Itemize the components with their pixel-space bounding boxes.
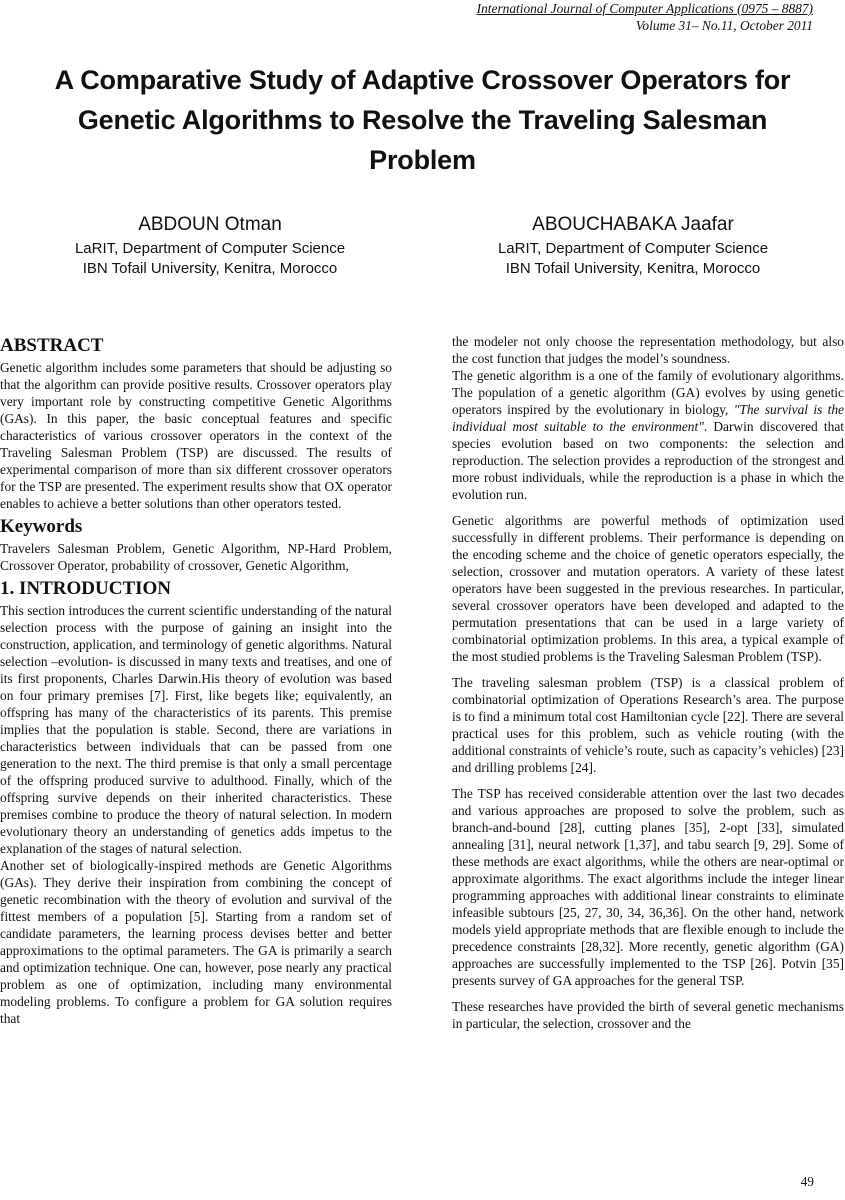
darwin-quote: "The survival is the individual most suitable to the environment" [452, 402, 845, 434]
intro-paragraph-2-continued: the modeler not only choose the representation methodology, but also the cost function that judges the model’s soundness. [452, 334, 844, 366]
author-institution: IBN Tofail University, Kenitra, Morocco [505, 259, 761, 277]
intro-paragraph-1: This section introduces the current scientific understanding of the natural selection process with the purpose of gaining an insight into the construction, application, and terminology of genetic algorithms. Natural selection –evolution- is discussed in many texts and treatises, and one of its first proponents, Charles Darwin.His theory of evolution was based on four primary premises [7]. First, like begets like; equivalently, an offspring has many of the characteristics of its parents. This premise implies that the population is stable. Second, there are variations in characteristics between individuals that can be passed from one generation to the next. The third premise is that only a small percentage of the offspring produced survive to adulthood. Finally, which of the offspring survive depends on their inherited characteristics. These premises combine to produce the theory of natural selection. In modern evolutionary theory an understanding of genetics adds impetus to the explanation of the stages of natural selection. [0, 603, 392, 856]
journal-name: International Journal of Computer Applications (0975 – 8887) [476, 1, 813, 16]
intro-paragraph-7: These researches have provided the birth of several genetic mechanisms in particular, the selection, crossover and the [452, 999, 844, 1031]
author-affiliation: LaRIT, Department of Computer Science [74, 240, 346, 257]
author-block-2 [443, 213, 823, 278]
author-affiliation: LaRIT, Department of Computer Science [497, 240, 769, 257]
intro-paragraph-4: Genetic algorithms are powerful methods of optimization used successfully in different problems. Their performance is depending on the encoding scheme and the choice of genetic operators especially, the selection, crossover and mutation operators. A variety of these latest operators have been suggested in the previous researches. In particular, several crossover operators have been developed and adapted to the permutation presentations that can be used in a large variety of combinatorial optimization problems. In this area, a typical example of the most studied problems is the Traveling Salesman Problem (TSP). [452, 513, 844, 664]
introduction-heading: 1. INTRODUCTION [0, 578, 172, 599]
running-header [477, 0, 813, 34]
intro-paragraph-2: Another set of biologically-inspired methods are Genetic Algorithms (GAs). They derive their inspiration from combining the concept of genetic recombination with the theory of evolution and survival of the fittest members of a population [5]. Starting from a random set of candidate parameters, the learning process devises better and better approximations to the optimal parameters. The GA is primarily a search and optimization technique. One can, however, pose nearly any practical problem as one of optimization, including many environmental modeling problems. To configure a problem for GA solution requires that [0, 858, 392, 1026]
page-number: 49 [800, 1174, 814, 1189]
volume-info: Volume 31– No.11, October 2011 [635, 18, 813, 33]
intro-paragraph-5: The traveling salesman problem (TSP) is a classical problem of combinatorial optimization of Operations Research’s area. The purpose is to find a minimum total cost Hamiltonian cycle [22]. There are several practical uses for this problem, such as vehicle routing (with the additional constraints of vehicle’s route, such as capacity’s vehicles) [23] and drilling problems [24]. [452, 675, 844, 775]
abstract-text: Genetic algorithm includes some parameters that should be adjusting so that the algorithm can provide positive results. Crossover operators play very important role by constructing competitive Genetic Algorithms (GAs). In this paper, the basic conceptual features and specific characteristics of various crossover operators in the context of the Traveling Salesman Problem (TSP) are discussed. The results of experimental comparison of more than six different crossover operators for the TSP are presented. The experiment results show that OX operator enables to achieve a better solutions than other operators tested. [0, 360, 392, 511]
keywords-text: Travelers Salesman Problem, Genetic Algorithm, NP-Hard Problem, Crossover Operator, probability of crossover, Genetic Algorithm, [0, 541, 392, 573]
p3-text-before: The genetic algorithm is a one of the family of evolutionary algorithms. The population of a genetic algorithm (GA) evolves by using genetic operators inspired by the evolutionary in biology, [452, 368, 844, 417]
intro-paragraph-6: The TSP has received considerable attention over the last two decades and various approaches are proposed to solve the problem, such as branch-and-bound [28], cutting planes [35], 2-opt [33], simulated annealing [31], neural network [1,37], and tabu search [9, 29]. Some of these methods are exact algorithms, while the others are near-optimal or approximate algorithms. The exact algorithms include the integer linear programming approaches with additional linear constraints to eliminate infeasible subtours [25, 27, 30, 34, 36,36]. On the other hand, network models yield appropriate methods that are flexible enough to include the precedence constraints [28,32]. More recently, genetic algorithm (GA) approaches are successfully implemented to the TSP [26]. Potvin [35] presents survey of GA approaches for the general TSP. [452, 786, 844, 988]
paper-title: A Comparative Study of Adaptive Crossover Operators for Genetic Algorithms to Resolve the Traveling Salesman Problem [54, 65, 791, 175]
keywords-heading: Keywords [0, 516, 83, 537]
intro-paragraph-3 [452, 367, 844, 503]
abstract-heading: ABSTRACT [0, 335, 104, 356]
p3-text-after: . Darwin discovered that species evolution based on two components: the selection and reproduction. The selection provides a reproduction of the strongest and more robust individuals, while the reproduction is a phase in which the evolution run. [452, 419, 844, 502]
author-name: ABOUCHABAKA Jaafar [532, 214, 734, 235]
right-column [452, 333, 844, 1032]
author-block-1 [20, 213, 400, 278]
left-column [0, 333, 392, 1027]
author-institution: IBN Tofail University, Kenitra, Morocco [82, 259, 338, 277]
author-name: ABDOUN Otman [138, 214, 282, 235]
